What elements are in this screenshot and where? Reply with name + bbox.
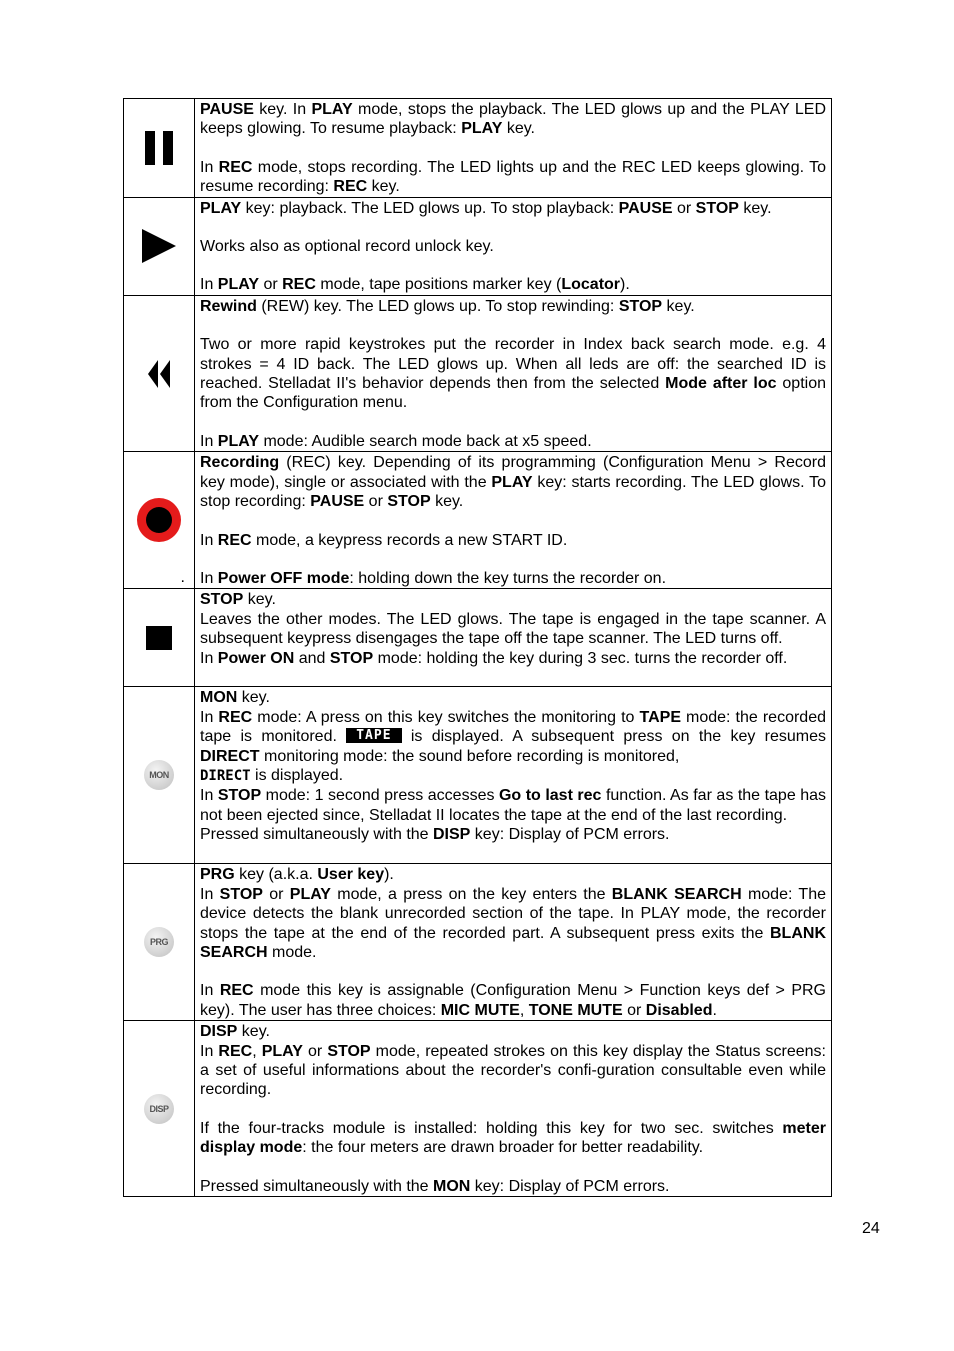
term: BLANK SEARCH xyxy=(200,924,826,961)
term: PLAY xyxy=(491,473,533,491)
term: MIC MUTE xyxy=(440,1001,520,1019)
description-cell xyxy=(195,452,832,589)
text: mode, stops recording. The LED lights up and the REC LED keeps glowing. To resume recording: xyxy=(200,158,826,196)
text: or xyxy=(259,276,283,294)
paragraph xyxy=(200,158,826,197)
term: PLAY xyxy=(200,199,242,217)
text: or xyxy=(262,885,290,903)
text: mode, stops the playback. The LED glows up and the PLAY LED keeps glowing. To resume playback: xyxy=(200,101,827,138)
icon-cell xyxy=(124,295,195,451)
text: function. As far as the tape has not been ejected since, Stelladat II locates the tape at the end of the last recording. xyxy=(200,787,827,824)
paragraph xyxy=(200,1022,826,1041)
icon-cell xyxy=(124,452,195,589)
term: REC xyxy=(217,531,252,549)
paragraph xyxy=(200,1177,826,1196)
text: Pressed simultaneously with the xyxy=(200,826,433,844)
text: key: playback. The LED glows up. To stop playback: xyxy=(241,199,619,217)
term: PLAY xyxy=(261,1042,303,1060)
text: In xyxy=(200,1042,219,1060)
stop-icon xyxy=(145,625,173,651)
text: . xyxy=(712,1001,717,1019)
text: , xyxy=(519,1001,529,1019)
term: REC xyxy=(282,276,316,294)
disp-button-icon: DISP xyxy=(144,1094,174,1124)
pause-icon xyxy=(144,130,174,166)
description-cell xyxy=(195,1021,832,1197)
text: key. xyxy=(237,689,270,707)
description-cell xyxy=(195,197,832,295)
icon-cell xyxy=(124,687,195,864)
text: option from the Configuration menu. xyxy=(200,375,826,412)
text: ). xyxy=(620,276,630,294)
term: STOP xyxy=(200,591,244,609)
prg-button-icon: PRG xyxy=(144,927,174,957)
text: monitoring mode: the sound before recording is monitored, xyxy=(259,747,680,765)
term: Go to last rec xyxy=(498,787,602,805)
description-cell xyxy=(195,687,832,864)
text: key: Display of PCM errors. xyxy=(470,1177,670,1195)
term: Locator xyxy=(561,276,621,294)
term: REC xyxy=(218,708,253,726)
text: mode, a keypress records a new START ID. xyxy=(251,531,568,549)
term: MON xyxy=(200,689,238,707)
paragraph xyxy=(200,297,826,316)
text: : the four meters are drawn broader for better readability. xyxy=(302,1139,704,1157)
text: mode: the recorded tape is monitored. xyxy=(200,708,826,746)
text: key. xyxy=(738,199,772,217)
paragraph xyxy=(200,199,826,218)
text: mode, tape positions marker key ( xyxy=(315,276,562,294)
term: REC xyxy=(218,1042,253,1060)
text: mode: holding the key during 3 sec. turns the recorder off. xyxy=(373,649,788,667)
term: meter display mode xyxy=(200,1119,826,1157)
text: In xyxy=(200,649,218,667)
paragraph xyxy=(200,275,826,294)
paragraph: Works also as optional record unlock key. xyxy=(200,238,494,256)
term: STOP xyxy=(217,787,262,805)
text: key (a.k.a. xyxy=(234,866,318,884)
paragraph xyxy=(200,1119,826,1158)
paragraph xyxy=(200,885,826,963)
text: mode: A press on this key switches the monitoring to xyxy=(252,708,640,726)
paragraph xyxy=(200,569,826,588)
text: and xyxy=(294,649,330,667)
term: Mode after loc xyxy=(665,375,777,393)
term: TAPE xyxy=(639,708,681,726)
text: key. xyxy=(502,120,535,138)
text: or xyxy=(622,1001,646,1019)
term: Rewind xyxy=(200,297,257,315)
lcd-tape-indicator: TAPE xyxy=(346,728,401,743)
term: DIRECT xyxy=(200,747,260,765)
table-row xyxy=(124,687,832,864)
term: STOP xyxy=(695,199,739,217)
table-row xyxy=(124,295,832,451)
term: PLAY xyxy=(289,885,331,903)
text: or xyxy=(302,1042,328,1060)
term: PLAY xyxy=(217,276,259,294)
paragraph xyxy=(200,335,826,413)
icon-cell xyxy=(124,197,195,295)
paragraph xyxy=(200,981,826,1020)
text: is displayed. xyxy=(250,766,344,784)
term: STOP xyxy=(618,297,663,315)
term: MON xyxy=(433,1177,471,1195)
paragraph xyxy=(200,590,826,609)
term: PAUSE xyxy=(310,493,365,511)
term: TONE MUTE xyxy=(528,1001,623,1019)
term: PLAY xyxy=(311,101,353,118)
text: is displayed. A subsequent press on the key resumes xyxy=(401,728,827,746)
text: key: starts recording. The LED glows. To stop recording: xyxy=(200,473,827,511)
text: ). xyxy=(384,866,394,884)
table-row xyxy=(124,864,832,1021)
text: mode this key is assignable (Configuration Menu > Function keys def > PRG key). The user has three choices: xyxy=(200,982,826,1019)
text: : holding down the key turns the recorder on. xyxy=(349,569,667,587)
rewind-icon xyxy=(147,359,171,389)
text: In xyxy=(200,569,218,587)
term: Power OFF mode xyxy=(217,569,350,587)
table-row xyxy=(124,197,832,295)
text: key: Display of PCM errors. xyxy=(470,826,670,844)
text: In xyxy=(200,531,218,549)
description-cell xyxy=(195,295,832,451)
text: mode. xyxy=(267,943,317,961)
icon-cell xyxy=(124,1021,195,1197)
table-row xyxy=(124,589,832,687)
paragraph xyxy=(200,825,826,844)
paragraph xyxy=(200,531,826,550)
text: , xyxy=(252,1042,262,1060)
text: key. xyxy=(367,178,400,196)
term: REC xyxy=(219,982,254,1000)
lcd-direct-indicator: DIRECT xyxy=(200,767,251,784)
term: STOP xyxy=(219,885,263,903)
key-reference-table xyxy=(123,98,832,1197)
text: key. In xyxy=(253,101,312,118)
term: PAUSE xyxy=(618,199,673,217)
term: STOP xyxy=(329,649,374,667)
text: Pressed simultaneously with the xyxy=(200,1177,433,1195)
description-cell xyxy=(195,589,832,687)
term: DISP xyxy=(433,826,471,844)
page-number: 24 xyxy=(862,1220,880,1237)
text: In xyxy=(200,432,218,450)
term: REC xyxy=(218,158,253,176)
term: DISP xyxy=(200,1023,238,1041)
term: Recording xyxy=(200,454,280,472)
text: key. xyxy=(237,1023,270,1041)
table-row xyxy=(124,1021,832,1197)
text: (REW) key. The LED glows up. To stop rewinding: xyxy=(256,297,619,315)
text: In xyxy=(200,787,218,805)
text: In xyxy=(200,885,220,903)
term: PRG xyxy=(200,866,235,884)
paragraph xyxy=(200,100,826,139)
paragraph xyxy=(200,453,826,511)
description-cell xyxy=(195,99,832,198)
description-cell xyxy=(195,864,832,1021)
text: or xyxy=(672,199,696,217)
icon-cell xyxy=(124,99,195,198)
table-row xyxy=(124,99,832,198)
text: key. xyxy=(430,493,464,511)
text: key. xyxy=(243,591,276,609)
paragraph xyxy=(200,786,826,825)
paragraph xyxy=(200,649,826,668)
paragraph xyxy=(200,708,826,787)
text: mode, a press on the key enters the xyxy=(330,885,612,903)
text: In xyxy=(200,982,220,1000)
term: PLAY xyxy=(217,432,259,450)
term: STOP xyxy=(387,493,431,511)
record-icon xyxy=(136,497,182,543)
term: User key xyxy=(317,866,385,884)
term: BLANK SEARCH xyxy=(611,885,742,903)
icon-cell xyxy=(124,864,195,1021)
text: mode: The device detects the blank unrecorded section of the tape. In PLAY mode, the recorder stops the tape at the end of the recorded part. A subsequent press exits the xyxy=(200,885,827,942)
icon-cell xyxy=(124,589,195,687)
text: In xyxy=(200,158,219,176)
paragraph xyxy=(200,432,826,451)
term: PAUSE xyxy=(200,101,254,118)
text: If the four-tracks module is installed: holding this key for two sec. switches xyxy=(200,1119,783,1137)
term: Power ON xyxy=(217,649,295,667)
stray-dot: . xyxy=(180,569,185,587)
paragraph xyxy=(200,865,826,884)
paragraph: Leaves the other modes. The LED glows. The tape is engaged in the tape scanner. A subsequent keypress disengages the tape off the tape scanner. The LED turns off. xyxy=(200,610,826,648)
text: In xyxy=(200,276,218,294)
text: (REC) key. Depending of its programming (Configuration Menu > Record key mode), single or associated with the xyxy=(200,454,826,491)
term: REC xyxy=(333,178,368,196)
paragraph xyxy=(200,688,826,707)
text: mode: Audible search mode back at x5 speed. xyxy=(259,432,592,450)
table-row xyxy=(124,452,832,589)
text: In xyxy=(200,708,219,726)
paragraph xyxy=(200,1042,826,1100)
text: mode, repeated strokes on this key display the Status screens: a set of useful informations about the recorder's confi-guration consultable even while recording. xyxy=(200,1042,827,1099)
term: PLAY xyxy=(461,120,503,138)
text: Two or more rapid keystrokes put the recorder in Index back search mode. e.g. 4 strokes = 4 ID back. The LED glows up. When all leds are off: the searched ID is reached. Stelladat II's behavior depends then from the selected xyxy=(200,336,826,393)
text: mode: 1 second press accesses xyxy=(261,787,499,805)
text: or xyxy=(364,493,388,511)
play-icon xyxy=(141,228,177,264)
text: key. xyxy=(662,297,695,315)
term: Disabled xyxy=(645,1001,713,1019)
mon-button-icon: MON xyxy=(144,760,174,790)
term: STOP xyxy=(327,1042,371,1060)
